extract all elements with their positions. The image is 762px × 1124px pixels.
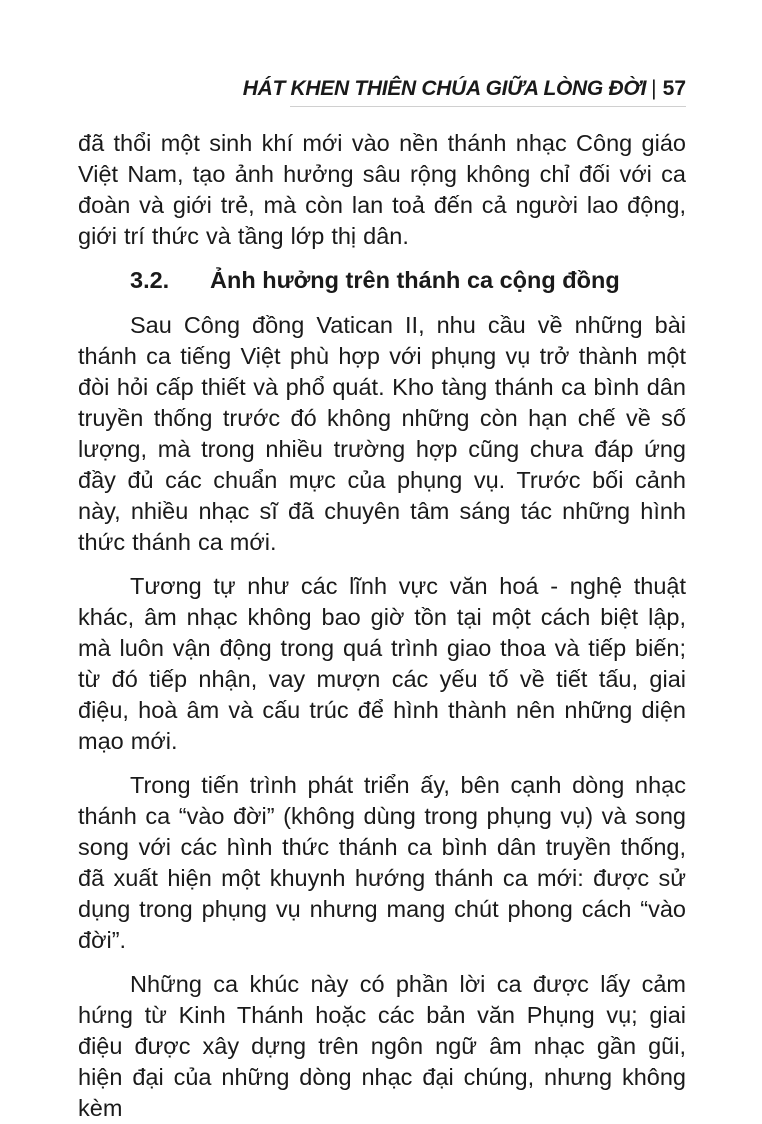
section-number: 3.2. (130, 267, 170, 293)
running-header-separator: | (651, 77, 657, 100)
section-title: Ảnh hưởng trên thánh ca cộng đồng (210, 267, 620, 293)
paragraph-4: Những ca khúc này có phần lời ca được lấy cảm hứng từ Kinh Thánh hoặc các bản văn Phụng vụ; giai điệu được xây dựng trên ngôn ngữ âm nhạc gần gũi, hiện đại của những dòng nhạc đại chúng, nhưng không kèm (78, 971, 686, 1121)
running-header-title: HÁT KHEN THIÊN CHÚA GIỮA LÒNG ĐỜI (242, 77, 647, 100)
body-text (78, 128, 686, 1124)
continued-paragraph: đã thổi một sinh khí mới vào nền thánh nhạc Công giáo Việt Nam, tạo ảnh hưởng sâu rộng không chỉ đối với ca đoàn và giới trẻ, mà còn lan toả đến cả người lao động, giới trí thức và tầng lớp thị dân. (78, 130, 686, 249)
page-number: 57 (662, 77, 686, 100)
paragraph-2: Tương tự như các lĩnh vực văn hoá - nghệ thuật khác, âm nhạc không bao giờ tồn tại một cách biệt lập, mà luôn vận động trong quá trình giao thoa và tiếp biến; từ đó tiếp nhận, vay mượn các yếu tố về tiết tấu, giai điệu, hoà âm và cấu trúc để hình thành nên những diện mạo mới. (78, 573, 686, 754)
paragraph-3: Trong tiến trình phát triển ấy, bên cạnh dòng nhạc thánh ca “vào đời” (không dùng trong phụng vụ) và song song với các hình thức thánh ca bình dân truyền thống, đã xuất hiện một khuynh hướng thánh ca mới: được sử dụng trong phụng vụ nhưng mang chút phong cách “vào đời”. (78, 772, 686, 953)
running-header (243, 76, 686, 102)
header-divider (290, 106, 686, 107)
section-heading (78, 265, 686, 296)
paragraph-1: Sau Công đồng Vatican II, nhu cầu về những bài thánh ca tiếng Việt phù hợp với phụng vụ trở thành một đòi hỏi cấp thiết và phổ quát. Kho tàng thánh ca bình dân truyền thống trước đó không những còn hạn chế về số lượng, mà trong nhiều trường hợp cũng chưa đáp ứng đầy đủ các chuẩn mực của phụng vụ. Trước bối cảnh này, nhiều nhạc sĩ đã chuyên tâm sáng tác những hình thức thánh ca mới. (78, 312, 686, 555)
